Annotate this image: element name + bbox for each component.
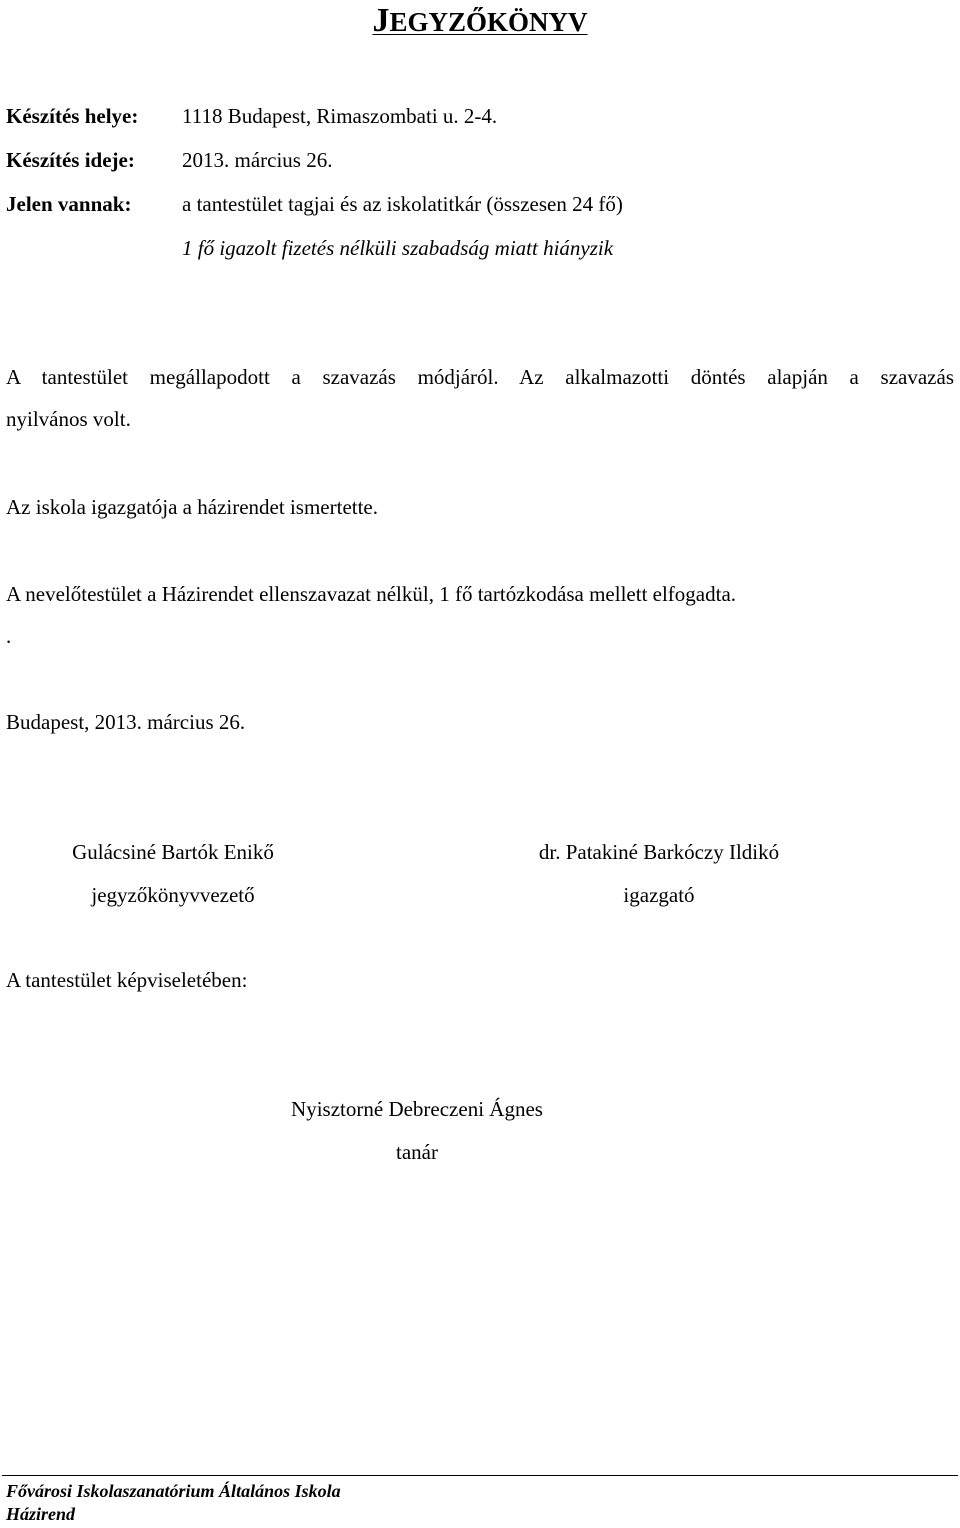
- title-rest: EGYZŐKÖNYV: [389, 7, 588, 37]
- place-value: 1118 Budapest, Rimaszombati u. 2-4.: [182, 104, 498, 128]
- signature-right-role: igazgató: [623, 883, 695, 907]
- staff-signature-name: Nyisztorné Debreczeni Ágnes: [291, 1097, 543, 1121]
- paragraph-decision: A nevelőtestület a Házirendet ellenszavazat nélkül, 1 fő tartózkodása mellett elfogadta.: [6, 582, 737, 606]
- present-label: Jelen vannak:: [6, 192, 132, 216]
- place-date: Budapest, 2013. március 26.: [6, 710, 246, 734]
- present-value: a tantestület tagjai és az iskolatitkár (összesen 24 fő): [182, 192, 623, 216]
- paragraph-voting-line2: nyilvános volt.: [6, 407, 131, 431]
- title-initial: J: [372, 2, 390, 39]
- footer-document-name: Házirend: [6, 1504, 76, 1524]
- footer-school-name: Fővárosi Iskolaszanatórium Általános Iskola: [6, 1481, 341, 1501]
- page-title: [0, 2, 960, 40]
- staff-signature-role: tanár: [396, 1140, 438, 1164]
- signature-right-name: dr. Patakiné Barkóczy Ildikó: [538, 840, 780, 864]
- date-value: 2013. március 26.: [182, 148, 333, 172]
- absent-note: 1 fő igazolt fizetés nélküli szabadság miatt hiányzik: [182, 236, 614, 260]
- signature-left-role: jegyzőkönyvvezető: [91, 883, 255, 907]
- place-label: Készítés helye:: [6, 104, 139, 128]
- staff-representation-label: A tantestület képviseletében:: [6, 968, 248, 992]
- date-label: Készítés ideje:: [6, 148, 135, 172]
- footer-divider: [2, 1475, 958, 1476]
- paragraph-presentation: Az iskola igazgatója a házirendet ismertette.: [6, 495, 379, 519]
- signature-left-name: Gulácsiné Bartók Enikő: [72, 840, 274, 864]
- stray-dot: .: [6, 624, 12, 648]
- paragraph-voting-line1: A tantestület megállapodott a szavazás módjáról. Az alkalmazotti döntés alapján a szavazás: [6, 365, 954, 389]
